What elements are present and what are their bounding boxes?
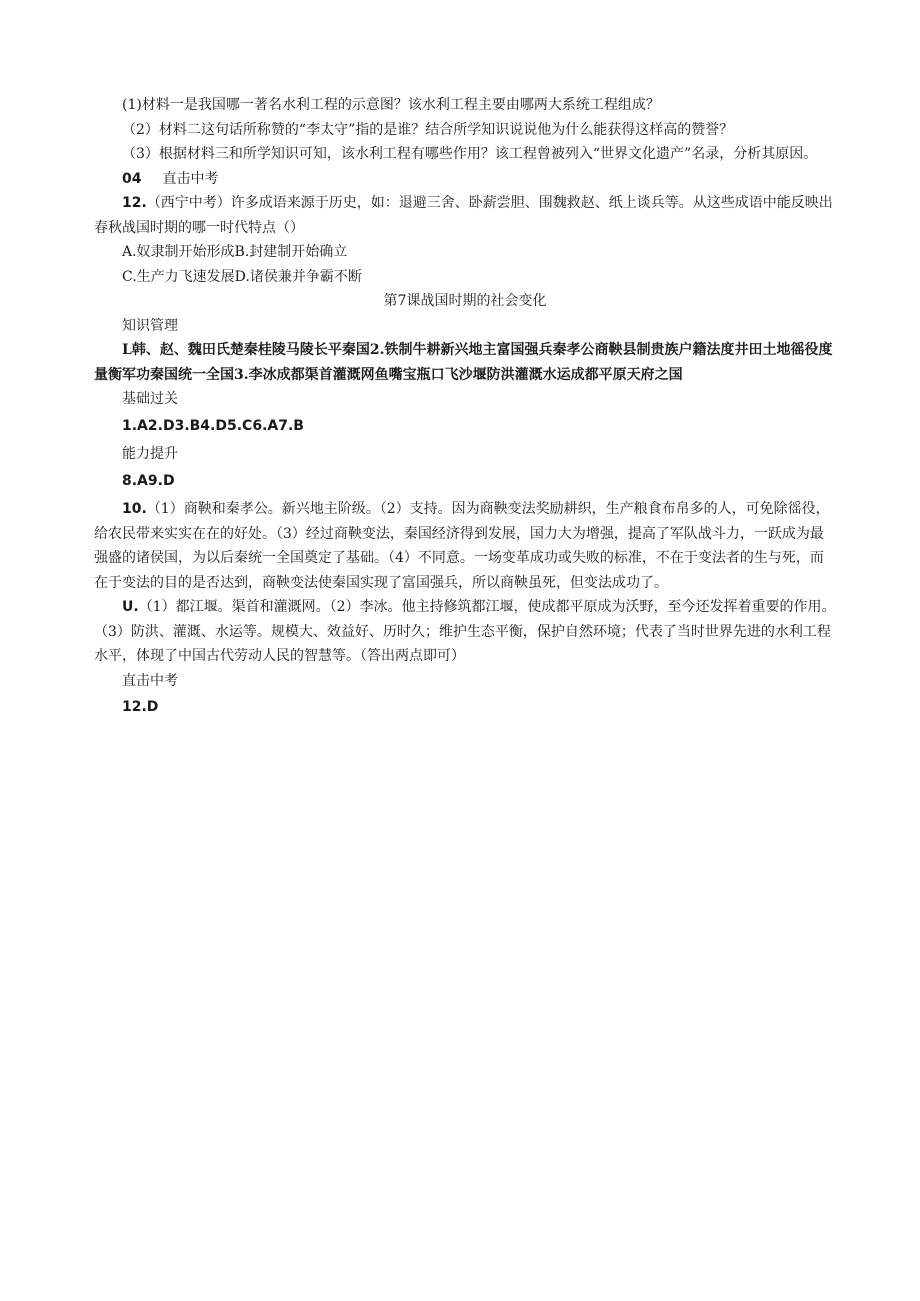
knowledge-answers: L韩、赵、魏田氏楚秦桂陵马陵长平秦国2.铁制牛耕新兴地主富国强兵秦孝公商鞅县制贵族户籍法度井田土地徭役度量衡军功秦国统一全国3.李冰成都渠首灌溉网鱼嘴宝瓶口飞沙堰防洪灌溉水运成都平原天府之国 (94, 342, 833, 383)
ability-heading: 能力提升 (122, 446, 178, 462)
answer-10 (94, 497, 836, 595)
answer-number: 10. (122, 501, 147, 517)
section-title: 直击中考 (162, 170, 219, 187)
question-text: （西宁中考）许多成语来源于历史，如：退避三舍、卧薪尝胆、围魏救赵、纸上谈兵等。从这些成语中能反映出春秋战国时期的哪一时代特点（） (94, 195, 833, 236)
section-04-heading (94, 167, 836, 192)
lesson-title: 第7课战国时期的社会变化 (383, 293, 547, 309)
basic-answers: 1.A2.D3.B4.D5.C6.A7.B (122, 417, 304, 434)
exam-answers: 12.D (122, 699, 159, 715)
knowledge-heading: 知识管理 (122, 317, 178, 334)
answer-11 (94, 595, 836, 669)
answer-text: （1）商鞅和秦孝公。新兴地主阶级。（2）支持。因为商鞅变法奖励耕织，生产粮食布帛多的人，可免除徭役，给农民带来实实在在的好处。（3）经过商鞅变法，秦国经济得到发展，国力大为增强，提高了军队战斗力，一跃成为最强盛的诸侯国，为以后秦统一全国奠定了基础。（4）不同意。一场变革成功或失败的标准，不在于变法者的生与死，而在于变法的目的是否达到，商鞅变法使秦国实现了富国强兵，所以商鞅虽死，但变法成功了。 (94, 501, 830, 591)
question-11-part-3: （3）根据材料三和所学知识可知，该水利工程有哪些作用？该工程曾被列入“世界文化遗产”名录，分析其原因。 (122, 146, 818, 162)
question-12-options-cd: C.生产力飞速发展D.诸侯兼并争霸不断 (122, 268, 362, 285)
answer-text: （1）都江堰。渠首和灌溉网。（2）李冰。他主持修筑都江堰，使成都平原成为沃野，至今还发挥着重要的作用。（3）防洪、灌溉、水运等。规模大、效益好、历时久；维护生态平衡，保护自然环境；代表了当时世界先进的水利工程水平，体现了中国古代劳动人民的智慧等。（答出两点即可） (94, 599, 836, 664)
document-content (94, 93, 836, 720)
ability-answers: 8.A9.D (122, 472, 175, 489)
basic-heading: 基础过关 (122, 391, 178, 407)
answer-number: U. (122, 599, 139, 615)
question-11-part-1: (1)材料一是我国哪一著名水利工程的示意图？该水利工程主要由哪两大系统工程组成？ (122, 97, 660, 113)
question-12-options-ab: A.奴隶制开始形成B.封建制开始确立 (122, 244, 348, 260)
question-11-part-2: （2）材料二这句话所称赞的“李太守”指的是谁？结合所学知识说说他为什么能获得这样高的赞誉？ (122, 121, 734, 138)
question-number: 12. (122, 195, 147, 211)
exam-heading: 直击中考 (122, 672, 178, 689)
section-number: 04 (122, 170, 142, 187)
question-12 (94, 191, 836, 240)
